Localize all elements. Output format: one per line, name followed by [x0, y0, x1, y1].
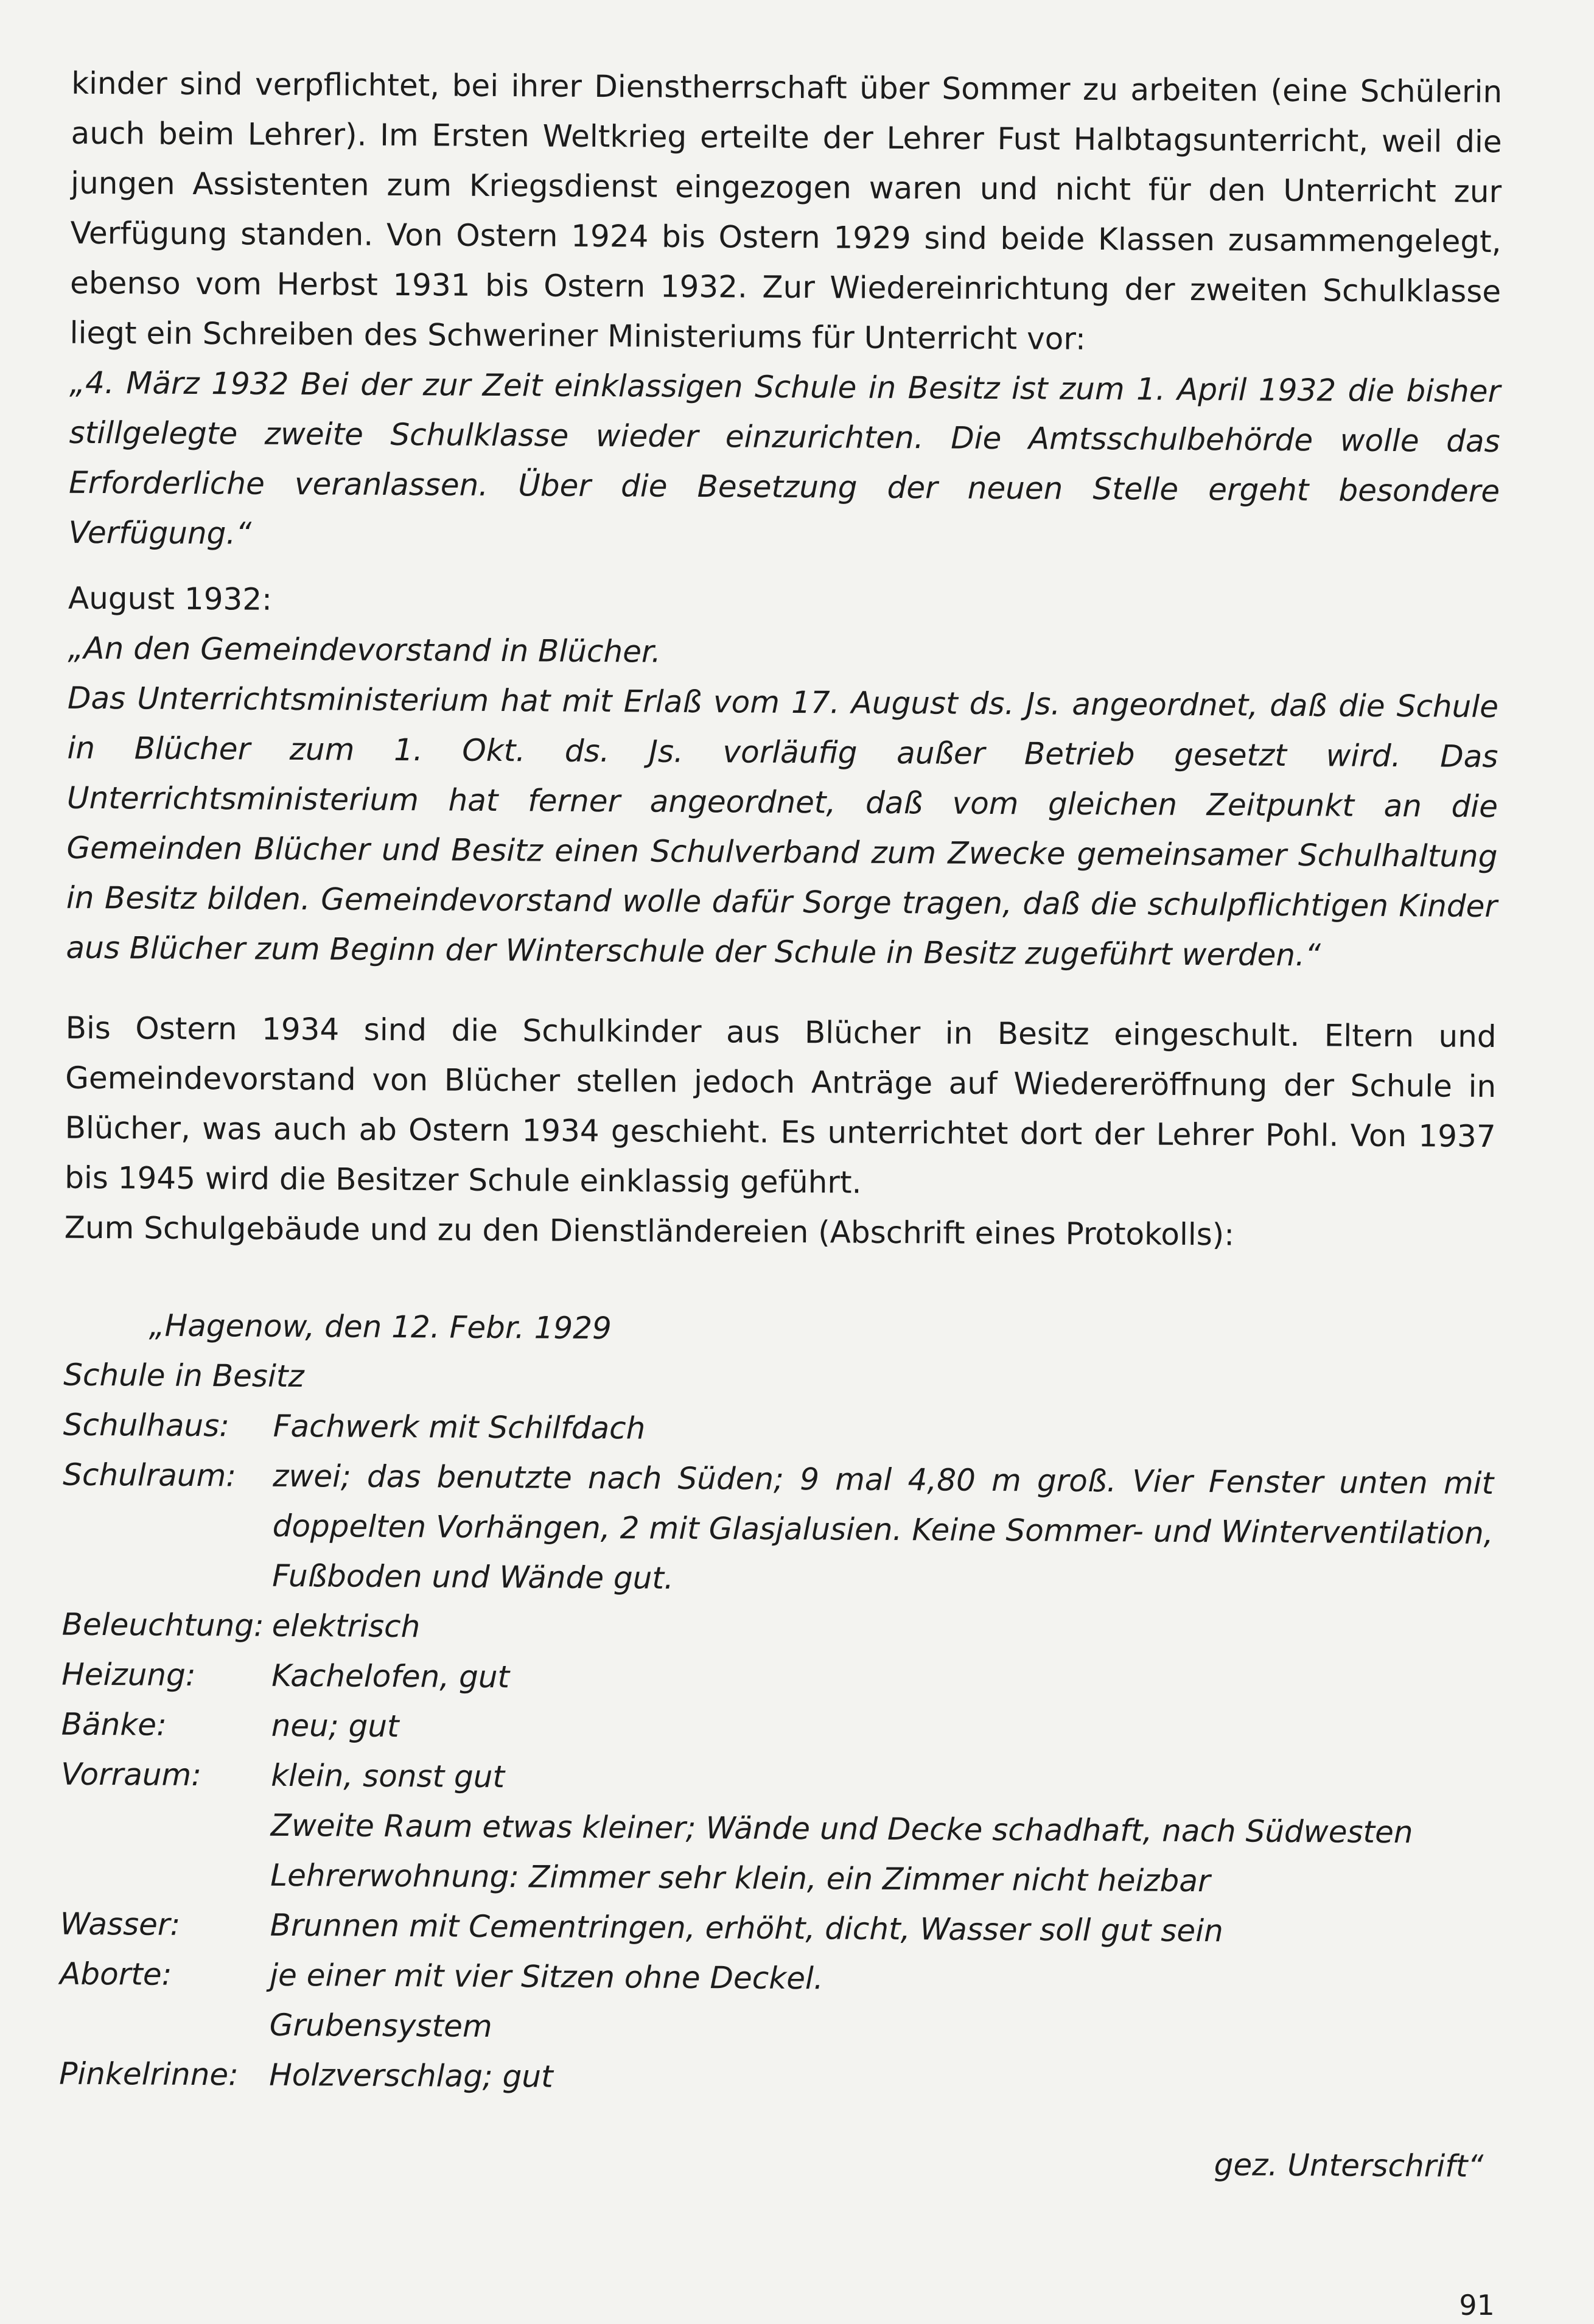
protocol-value: Fachwerk mit Schilfdach	[273, 1408, 646, 1446]
protocol-value: Lehrerwohnung: Zimmer sehr klein, ein Zimmer nicht heizbar	[270, 1857, 1211, 1899]
protocol-row	[60, 1949, 1491, 2007]
protocol-date: „Hagenow, den 12. Febr. 1929	[149, 1307, 612, 1346]
protocol-label: Bänke:	[61, 1706, 167, 1743]
body-paragraph-intro: kinder sind verpflichtet, bei ihrer Dienstherrschaft über Sommer zu arbeiten (eine Schülerin auch beim Lehrer). Im Ersten Weltkrieg erteilte der Lehrer Fust Halbtagsunterricht, weil die jungen Assistenten zum Kriegsdienst eingezogen waren und nicht für den Unterricht zur Verfügung standen. Von Ostern 1924 bis Ostern 1929 sind beide Klassen zusammengelegt, ebenso vom Herbst 1931 bis Ostern 1932. Zur Wiedereinrichtung der zweiten Schulklasse liegt ein Schreiben des Schweriner Ministeriums für Unterricht vor:	[69, 65, 1503, 357]
protocol-value: Grubensystem	[269, 2007, 492, 2045]
protocol-signature: gez. Unterschrift“	[1214, 2147, 1484, 2184]
protocol-value: Holzverschlag; gut	[269, 2057, 553, 2095]
protocol-row	[60, 1799, 1491, 1858]
protocol-label: Wasser:	[60, 1906, 181, 1942]
body-paragraph-protocol-intro: Zum Schulgebäude und zu den Dienstländereien (Abschrift eines Protokolls):	[64, 1209, 1235, 1253]
protocol-label	[59, 1999, 269, 2050]
protocol-row	[61, 1600, 1492, 1658]
protocol-row	[62, 1450, 1494, 1608]
protocol-title: Schule in Besitz	[63, 1357, 304, 1395]
quote-salutation: „An den Gemeindevorstand in Blücher.	[68, 630, 662, 670]
protocol-label	[60, 1799, 270, 1850]
protocol-row	[63, 1400, 1494, 1458]
protocol-label: Aborte:	[60, 1956, 172, 1992]
protocol-row	[60, 1849, 1491, 1908]
protocol-row	[61, 1749, 1492, 1808]
protocol-label: Heizung:	[61, 1656, 196, 1693]
protocol-row	[60, 1899, 1491, 1958]
protocol-value: neu; gut	[271, 1707, 399, 1745]
section-date-august-1932: August 1932:	[68, 580, 273, 617]
protocol-value: Kachelofen, gut	[271, 1657, 510, 1695]
quote-ministry-decree: Das Unterrichtsministerium hat mit Erlaß vom 17. August ds. Js. angeordnet, daß die Schule in Blücher zum 1. Okt. ds. Js. vorläufig außer Betrieb gesetzt wird. Das Unterrichtsministerium hat ferner angeordnet, daß vom gleichen Zeitpunkt an die Gemeinden Blücher und Besitz einen Schulverband zum Zwecke gemeinsamer Schulhaltung in Besitz bilden. Gemeindevorstand wolle dafür Sorge tragen, daß die schulpflichtigen Kinder aus Blücher zum Beginn der Winterschule der Schule in Besitz zugeführt werden.“	[66, 680, 1499, 973]
protocol-value: klein, sonst gut	[271, 1757, 505, 1795]
protocol-row	[61, 1650, 1492, 1708]
protocol-value: Brunnen mit Cementringen, erhöht, dicht, Wasser soll gut sein	[270, 1907, 1223, 1949]
protocol-label: Schulhaus:	[63, 1407, 230, 1444]
protocol-value: elektrisch	[271, 1608, 421, 1645]
protocol-row	[61, 1699, 1492, 1758]
protocol-value: Zweite Raum etwas kleiner; Wände und Decke schadhaft, nach Südwesten	[270, 1807, 1413, 1850]
protocol-row	[59, 2049, 1490, 2107]
protocol-row	[59, 1999, 1490, 2057]
quote-ministry-letter: „4. März 1932 Bei der zur Zeit einklassigen Schule in Besitz ist zum 1. April 1932 die bisher stillgelegte zweite Schulklasse wieder einzurichten. Die Amtsschulbehörde wolle das Erforderliche veranlassen. Über die Besetzung der neuen Stelle ergeht besondere Verfügung.“	[68, 365, 1501, 551]
protocol-block	[58, 1300, 1495, 2191]
page-number: 91	[1459, 2288, 1495, 2322]
protocol-value: je einer mit vier Sitzen ohne Deckel.	[270, 1957, 823, 1997]
body-paragraph-1934: Bis Ostern 1934 sind die Schulkinder aus Blücher in Besitz eingeschult. Eltern und Gemeindevorstand von Blücher stellen jedoch Anträge auf Wiedereröffnung der Schule in Blücher, was auch ab Ostern 1934 geschieht. Es unterrichtet dort der Lehrer Pohl. Von 1937 bis 1945 wird die Besitzer Schule einklassig geführt.	[65, 1010, 1497, 1200]
protocol-label: Pinkelrinne:	[59, 2056, 239, 2093]
protocol-label: Vorraum:	[61, 1756, 202, 1793]
protocol-label	[60, 1849, 270, 1900]
protocol-label: Beleuchtung:	[61, 1606, 265, 1643]
protocol-label: Schulraum:	[63, 1457, 237, 1494]
protocol-value: zwei; das benutzte nach Süden; 9 mal 4,80 m groß. Vier Fenster unten mit doppelten Vorhängen, 2 mit Glasjalusien. Keine Sommer- und Winterventilation, Fußboden und Wände gut.	[272, 1458, 1494, 1596]
